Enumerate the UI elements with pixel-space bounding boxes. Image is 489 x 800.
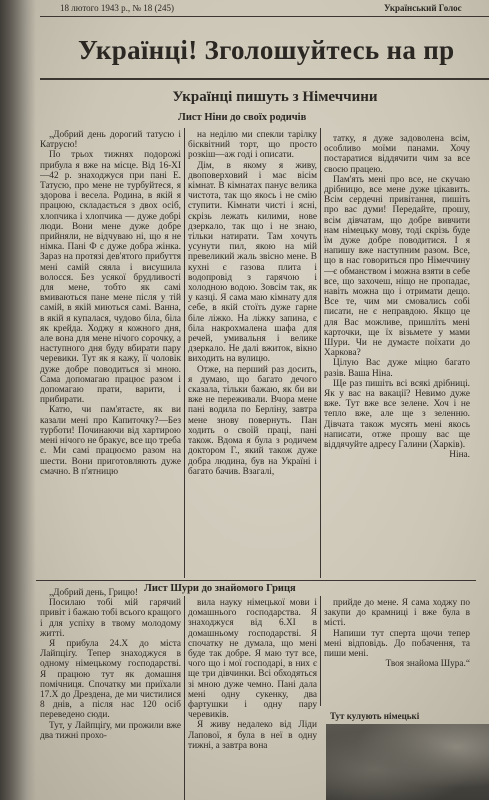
- paragraph: Пам'ять мені про все, не скучаю дрібницю, все мене дуже цікавить. Всім сердечні привітання, пишіть про вас думи! Передайте, прошу, всім дівчатам, що добре вивчити нам німецьку мову, тоді скрізь буде їм дуже добре поводитися. І я напишу вже наступним разом. Все, що в нас говориться про Німеччину—є обманством і можна взяти в себе все, що захочеш, ніщо не пропадає, навіть можна що і отримати дещо. Все те, чим ми смовались собі писати, не є неправдою. Якщо це для Вас можливе, пришліть мені карточки, ще їх візьмете у мами Шури. Чи не думаєте поїхати до Харкова?: [324, 174, 470, 359]
- column-divider: [320, 128, 321, 578]
- paragraph: Дім, в якому я живу, двоповерховий і має вісім кімнат. В кімнатах панує велика чистота, так що якось і не смію ступити. Кімнати чисті і ясні, скрізь лежать килими, нове дзеркало, так що і не знаю, тільки натирати. Там хочуть усунути пил, якою на мій превеликий жаль звісно мене. В кухні є газова плита і водопровід з гарячою і холодною водою. Зовсім так, як у казці. Я сама маю кімнату для себе, в якій стоїть дуже гарне біле ліжко. На ліжку запина, є біла накрохмалена шафа для речей, умивальня і велике дзеркало. Не далі вжиток, вікно виходить на вулицю.: [188, 160, 317, 365]
- paragraph: „Добрий день, Грицю!: [49, 588, 138, 598]
- paper-name: Український Голос: [384, 3, 462, 13]
- issue-date: 18 лютого 1943 р., № 18 (245): [60, 3, 174, 13]
- paragraph: Я живу недалеко від Ліди Лапової, я була в неї в одну тижні, а завтра вона: [188, 720, 317, 751]
- paragraph: Катю, чи пам'ятаєте, як ви казали мені про Капиточку?—Без турботи! Починаючи від хартирою мені нічого не бракує, все що треба є. Ми самі працюємо разом на шести. Вони приготовляють дуже смачно. В п'ятницю: [40, 405, 181, 477]
- paragraph: Отже, на перший раз досить, я думаю, що багато дечого сказала, тільки бажаю, як би ви вже не переживали. Вчора мене пані водила по Берліну, завтра мене знову повернуть. Пан ходить о своїй праці, пані також. Вдома я була з родичем доктором Г., який також дуже добра людина, був на Україні і багато бачив. Взагалі,: [188, 364, 317, 477]
- paragraph: татку, я дуже задоволена всім, особливо моїми панами. Хочу постаратися віддячити чим за все своєю працею.: [324, 134, 470, 175]
- paragraph: По трьох тижнях подорожі прибула я вже на місце. Від 16-XI—42 р. знаходжуся при пані Е. Татусю, про мене не турбуйтеся, я здорова і весела. Родина, в якій я працюю, складається з двох осіб, хлопчика і хлопчика — дуже добрі люди. Вони мене дуже добре прийняли, не відчуваю ні, що я не німка. Пані Ф є дуже добра жінка. Зараз на протязі дев'ятого прибуття мені самій сяяла і висушила волосся. Без усякої брудливості для мене, тобто як самі вмиваються пане мене після у тій самій, в якій миються самі. Ванна, в якій я купалася, чудово біла, біла як крейда. Ходжу я кожного дня, але вона для мене нічого сорочку, а наступного дня буду вбирати пару черевики. Тут як я кажу, її чоловік дуже добре поводиться зі мною. Сама допомагаю працює разом і допомагаю прати, варити, і прибирати.: [40, 150, 181, 406]
- article-1-column-1: [40, 130, 181, 578]
- signature: Ніна.: [449, 450, 470, 461]
- headline: Українці! Зголошуйтесь на пр: [78, 35, 455, 65]
- column-divider: [184, 128, 185, 578]
- article-title-nina: Лист Ніни до своїх родичів: [178, 112, 307, 123]
- paragraph: прийде до мене. Я сама ходжу по закупи до крамниці і вже була в місті.: [324, 598, 470, 629]
- paragraph: Тут, у Лайпціґу, ми прожили вже два тижні прохо-: [40, 720, 181, 741]
- article-2-column-3: [324, 598, 470, 706]
- article-1-column-2: [188, 130, 317, 578]
- photo-caption: Тут кулують німецькі: [330, 711, 420, 721]
- paragraph: на неділю ми спекли тарілку бісквітний торт, що просто розкіш—аж годі і описати.: [188, 130, 317, 161]
- headline-rule: [40, 78, 489, 80]
- paragraph: Посилаю тобі мій гарячий привіт і бажаю тобі всього кращого і для успіху в твому молодому житті.: [40, 598, 181, 639]
- section-title: Українці пишуть з Німеччини: [172, 89, 378, 105]
- paragraph: Ще раз пишіть всі всякі дрібниці. Як у вас на вакації? Невимо дуже вже. Тут вже все зелене. Хоч і не тепло вже, але ще з зеленню. Дівчата також мусять мені якось написати, отже прошу вас ще віддячуйте адресу Галини (Харків).: [324, 378, 470, 451]
- paragraph: Цілую Вас дуже міцно багато разів. Ваша Ніна.: [324, 358, 470, 379]
- article-title-shura: Лист Шури до знайомого Гриця: [144, 583, 296, 594]
- news-photo: [326, 724, 489, 800]
- article-2-column-1: [40, 588, 181, 800]
- paragraph: Я прибула 24.X до міста Лайпціґу. Тепер знаходжуся в одному німецькому господарстві. Я працюю тут як домашня помічниця. Спочатку ми приїхали 17.X до Дрездена, де ми чистилися 8 днів, а після нас 120 осіб переведено сюди.: [40, 639, 181, 721]
- article-2-column-2: [188, 598, 317, 800]
- signature: Твоя знайома Шура.“: [385, 659, 470, 670]
- column-divider: [320, 596, 321, 706]
- article-separator: [36, 580, 476, 581]
- paragraph: „Добрий день дорогий татусю і Катрусю!: [40, 130, 181, 151]
- column-divider: [184, 596, 185, 800]
- paragraph: Напиши тут сперта щочи тепер мені відповідь. До побачення, та пиши мені.: [324, 628, 470, 660]
- page-fold-shadow: [0, 0, 36, 800]
- masthead-rule: [40, 16, 489, 17]
- article-1-column-3: [324, 134, 470, 578]
- paragraph: вила науку німецької мови і домашнього господарства. Я знаходжуся від 6.XI в домашньому господарстві. Я спочатку не думала, що мені буде так добре. Я маю тут все, чого що і мої господарі, в них є ще три дівчинки. Всі обходяться зі мною дуже чемно. Пані дала мені одну сукенку, два фартушки і одну пару черевиків.: [188, 598, 317, 721]
